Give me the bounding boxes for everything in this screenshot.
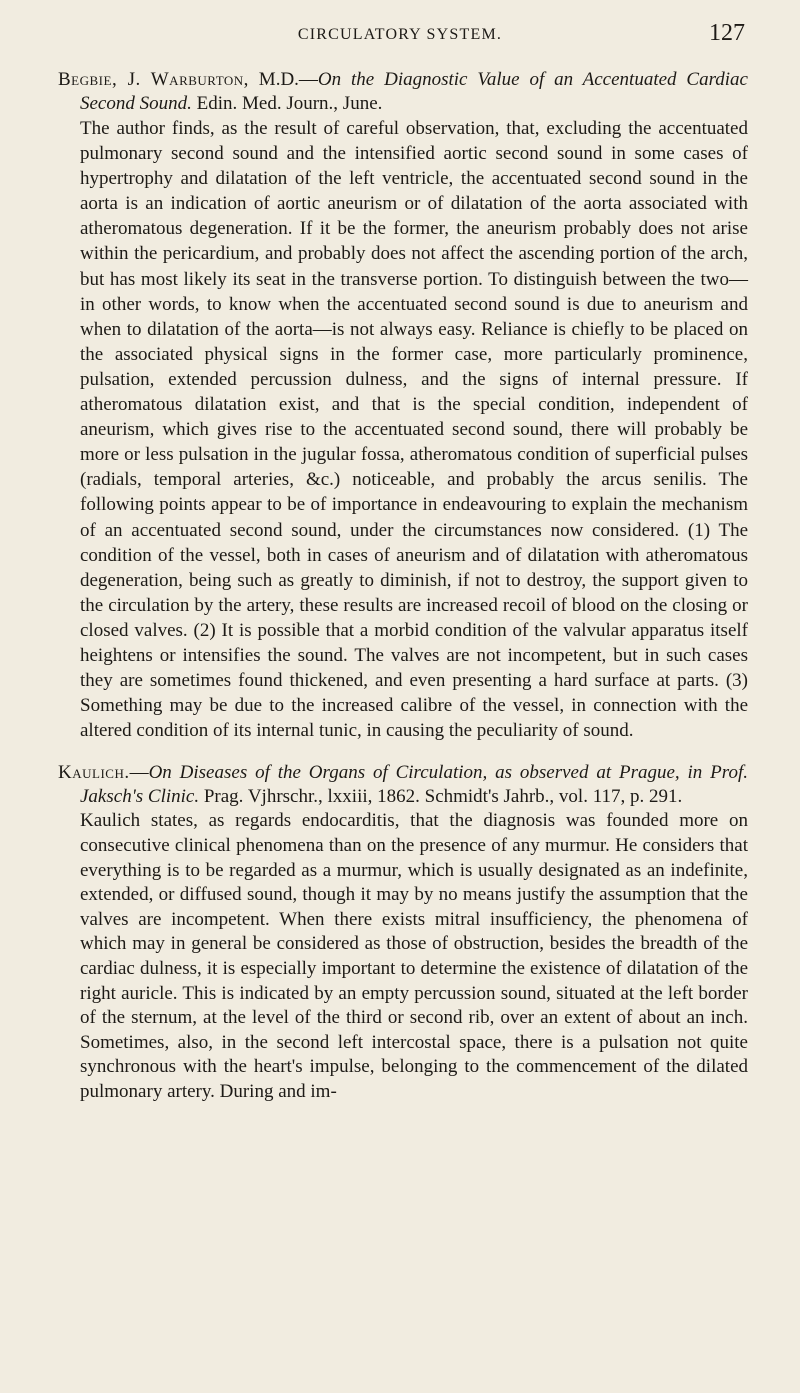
page-number: 127	[709, 20, 745, 46]
body-text	[58, 68, 748, 1104]
citation: Kaulich.—On Diseases of the Organs of Circulation, as observed at Prague, in Prof. Jaksch's Clinic. Prag. Vjhrschr., lxxiii, 1862. Schmidt's Jahrb., vol. 117, p. 291.	[58, 762, 748, 808]
article-title: On Diseases of the Organs of Circulation, as observed at Prague, in Prof. Jaksch's Clinic.	[80, 762, 748, 808]
source: Prag. Vjhrschr., lxxiii, 1862. Schmidt's Jahrb., vol. 117, p. 291.	[203, 786, 683, 808]
bibliography-entry	[58, 761, 748, 1104]
abstract: The author finds, as the result of careful observation, that, excluding the accentuated pulmonary second sound and the intensified aortic second sound in some cases of hypertrophy and dilatation of the left ventricle, the accentuated second sound in the aorta is an indication of aortic aneurism or of dilatation of the aorta associated with atheromatous degeneration. If it be the former, the aneurism probably does not arise within the pericardium, and probably does not affect the ascending portion of the arch, but has most likely its seat in the transverse portion. To distinguish between the two—in other words, to know when the accentuated second sound is due to aneurism and when to dilatation of the aorta—is not always easy. Reliance is chiefly to be placed on the associated physical signs in the former case, more particularly prominence, pulsation, extended percussion dulness, and the signs of internal pressure. If atheromatous dilatation exist, and that is the special condition, independent of aneurism, which gives rise to the accentuated second sound, there will probably be more or less pulsation in the jugular fossa, atheromatous condition of superficial pulses (radials, temporal arteries, &c.) noticeable, and probably the arcus senilis. The following points appear to be of importance in endeavouring to explain the mechanism of an accentuated second sound, under the circumstances now considered. (1) The condition of the vessel, both in cases of aneurism and of dilatation with atheromatous degeneration, being such as greatly to diminish, if not to destroy, the support given to the circulation by the artery, these results are increased recoil of blood on the closing or closed valves. (2) It is possible that a morbid condition of the valvular apparatus itself heightens or intensifies the sound. The valves are not incompetent, but in such cases they are sometimes found thickened, and even presenting a hard surface at parts. (3) Something may be due to the increased calibre of the vessel, in connection with the altered condition of its internal tunic, in causing the peculiarity of sound.	[80, 118, 748, 742]
citation: Begbie, J. Warburton, M.D.—On the Diagnostic Value of an Accentuated Cardiac Second Sound. Edin. Med. Journ., June.	[58, 69, 748, 114]
article-title: On the Diagnostic Value of an Accentuated Cardiac Second Sound.	[80, 69, 748, 114]
abstract: Kaulich states, as regards endocarditis, that the diagnosis was founded more on consecutive clinical phenomena than on the presence of any murmur. He considers that everything is to be regarded as a murmur, which is usually designated as an indefinite, extended, or diffused sound, though it may by no means justify the assumption that the valves are incompetent. When there exists mitral insufficiency, the phenomena of which may in general be considered as those of obstruction, besides the breadth of the cardiac dulness, it is especially important to determine the existence of dilatation of the right auricle. This is indicated by an empty percussion sound, situated at the left border of the sternum, at the level of the third or second rib, over an extent of about an inch. Sometimes, also, in the second left intercostal space, there is a pulsation not quite synchronous with the heart's impulse, belonging to the commencement of the dilated pulmonary artery. During and im-	[80, 810, 748, 1102]
bibliography-entry	[58, 68, 748, 743]
running-title: CIRCULATORY SYSTEM.	[297, 26, 503, 43]
author: Kaulich.	[58, 762, 130, 784]
source: Edin. Med. Journ., June.	[196, 93, 383, 114]
running-head	[0, 10, 800, 50]
author: Begbie, J. Warburton,	[58, 69, 249, 90]
